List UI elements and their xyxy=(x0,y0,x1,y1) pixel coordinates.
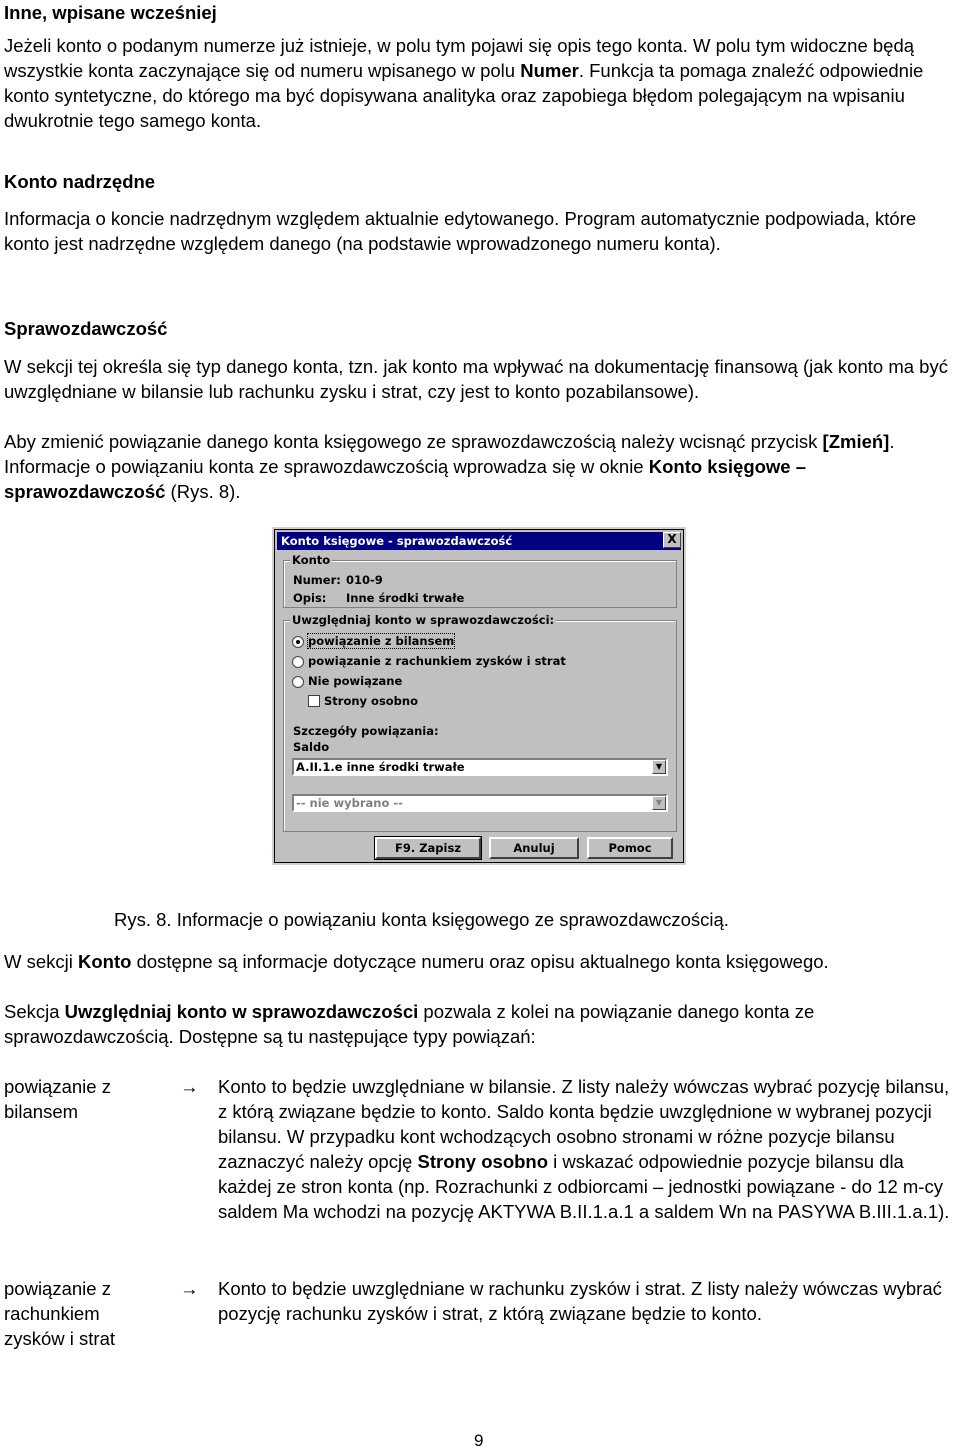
saldo-label: Saldo xyxy=(293,740,330,754)
definition-term-bilans: powiązanie z bilansem xyxy=(4,1076,111,1122)
radio-nie-powiazane[interactable] xyxy=(292,676,304,688)
text: i wskazać odpowiednie pozycje bilansu dla każdej ze stron konta (np. Rozrachunki z odbiorcami – jednostki powiązane - do 12 m-cy saldem Ma wchodzi na pozycję AKTYWA B.II.1.a.1 a saldem Wn na PASYWA B.III.1.a.1). xyxy=(218,1151,950,1222)
bold-text: [Zmień] xyxy=(822,431,890,452)
group-konto xyxy=(283,553,677,608)
group-uwzgledniaj xyxy=(283,613,677,832)
szczegoly-label: Szczegóły powiązania: xyxy=(293,724,439,738)
paragraph-sprawozdawczosc-2 xyxy=(4,429,956,504)
group-uwzgledniaj-title: Uwzględniaj konto w sprawozdawczości: xyxy=(292,613,555,627)
text: Aby zmienić powiązanie danego konta księgowego ze sprawozdawczością należy wcisnąć przycisk xyxy=(4,431,823,452)
second-select[interactable] xyxy=(292,794,668,812)
text: . Funkcja ta pomaga znaleźć odpowiednie konto syntetyczne, do którego ma być dopisywana analityka oraz zapobiega błędom polegającym na wpisaniu dwukrotnie tego samego konta. xyxy=(4,60,924,131)
text: Jeżeli konto o podanym numerze już istnieje, w polu tym pojawi się opis tego konta. W polu tym widoczne będą wszystkie konta zaczynające się od numeru wpisanego w polu xyxy=(4,35,915,81)
numer-value: 010-9 xyxy=(346,573,383,587)
paragraph-konto-nadrzedne: Informacja o koncie nadrzędnym względem aktualnie edytowanego. Program automatycznie podpowiada, które konto jest nadrzędne względem danego (na podstawie wprowadzonego numeru konta). xyxy=(4,208,917,254)
chevron-down-icon[interactable]: ▼ xyxy=(652,796,666,810)
paragraph-konto-section xyxy=(4,949,956,974)
checkbox-strony-osobno-label[interactable]: Strony osobno xyxy=(324,694,419,708)
bold-text: Uwzględniaj konto w sprawozdawczości xyxy=(64,1001,419,1022)
save-button[interactable]: F9. Zapisz xyxy=(375,837,481,859)
definition-text-rzis: Konto to będzie uwzględniane w rachunku zysków i strat. Z listy należy wówczas wybrać pozycję rachunku zysków i strat, z którą związane będzie to konto. xyxy=(218,1278,942,1324)
right-arrow-icon: → xyxy=(180,1278,199,1299)
close-icon[interactable]: X xyxy=(663,532,681,548)
paragraph-inne xyxy=(4,33,956,133)
bold-text: Strony osobno xyxy=(417,1151,549,1172)
bold-text: Konto księgowe – sprawozdawczość xyxy=(4,456,807,502)
help-button[interactable]: Pomoc xyxy=(587,837,673,859)
section-heading-sprawozdawczosc: Sprawozdawczość xyxy=(4,318,168,339)
dialog-titlebar xyxy=(277,532,681,550)
paragraph-sprawozdawczosc-1: W sekcji tej określa się typ danego konta, tzn. jak konto ma wpływać na dokumentację finansową (jak konto ma być uwzględniane w bilansie lub rachunku zysku i strat, czy jest to konto pozabilansowe). xyxy=(4,356,948,402)
figure-caption: Rys. 8. Informacje o powiązaniu konta księgowego ze sprawozdawczością. xyxy=(114,908,729,930)
definition-text-bilans xyxy=(218,1074,958,1224)
second-select-value: -- nie wybrano -- xyxy=(296,796,403,810)
chevron-down-icon[interactable]: ▼ xyxy=(652,760,666,774)
opis-label: Opis: xyxy=(293,591,327,605)
text: Sekcja xyxy=(4,1001,65,1022)
radio-bilans[interactable] xyxy=(292,636,304,648)
page-number: 9 xyxy=(474,1431,484,1450)
text: dostępne są informacje dotyczące numeru oraz opisu aktualnego konta księgowego. xyxy=(131,951,829,972)
sprawozdawczosc-dialog xyxy=(274,529,684,863)
section-heading-inne: Inne, wpisane wcześniej xyxy=(4,2,217,23)
text: pozwala z kolei na powiązanie danego konta ze sprawozdawczością. Dostępne są tu następujące typy powiązań: xyxy=(4,1001,815,1047)
text: Konto to będzie uwzględniane w bilansie. Z listy należy wówczas wybrać pozycję bilansu, z którą związane będzie to konto. Saldo konta będzie uwzględnione w wybranej pozycji bilansu. W przypadku kont wchodzących osobno stronami w różne pozycje bilansu zaznaczyć należy opcję xyxy=(218,1076,950,1172)
paragraph-uwzgledniaj-section xyxy=(4,999,956,1049)
radio-bilans-label[interactable]: powiązanie z bilansem xyxy=(308,634,455,648)
right-arrow-icon: → xyxy=(180,1076,199,1097)
definition-term-rzis: powiązanie z rachunkiem zysków i strat xyxy=(4,1278,116,1349)
opis-value: Inne środki trwałe xyxy=(346,591,465,605)
text: W sekcji xyxy=(4,951,78,972)
bold-text: Konto xyxy=(78,951,132,972)
dialog-title: Konto księgowe - sprawozdawczość xyxy=(281,534,513,548)
group-konto-title: Konto xyxy=(292,553,331,567)
text: (Rys. 8). xyxy=(165,481,241,502)
section-heading-konto-nadrzedne: Konto nadrzędne xyxy=(4,171,156,192)
text: . Informacje o powiązaniu konta ze sprawozdawczością wprowadza się w oknie xyxy=(4,431,895,477)
radio-nie-powiazane-label[interactable]: Nie powiązane xyxy=(308,674,403,688)
numer-label: Numer: xyxy=(293,573,341,587)
bold-text: Numer xyxy=(520,60,579,81)
checkbox-strony-osobno[interactable] xyxy=(308,695,320,707)
saldo-select-value: A.II.1.e inne środki trwałe xyxy=(296,760,465,774)
radio-rzis[interactable] xyxy=(292,656,304,668)
radio-rzis-label[interactable]: powiązanie z rachunkiem zysków i strat xyxy=(308,654,566,668)
saldo-select[interactable] xyxy=(292,758,668,776)
cancel-button[interactable]: Anuluj xyxy=(489,837,579,859)
